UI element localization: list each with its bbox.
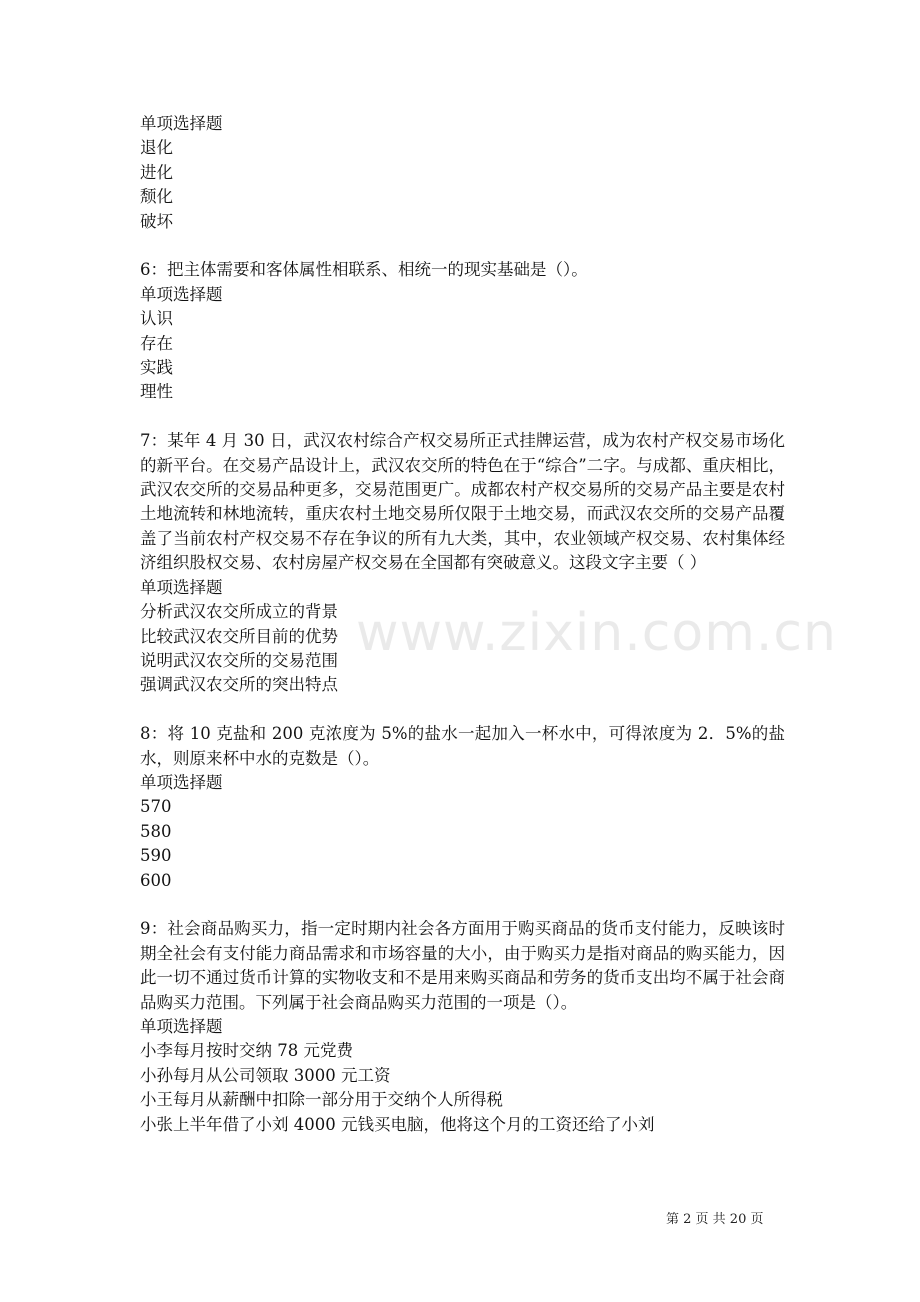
option: 600	[140, 870, 172, 890]
option: 570	[140, 797, 172, 817]
option: 破坏	[140, 211, 173, 231]
option: 小李每月按时交纳 78 元党费	[140, 1041, 353, 1061]
question-stem: 6：把主体需要和客体属性相联系、相统一的现实基础是（）。	[140, 260, 588, 280]
question-type: 单项选择题	[140, 772, 223, 792]
option: 理性	[140, 382, 173, 402]
question-stem: 9：社会商品购买力，指一定时期内社会各方面用于购买商品的货币支付能力，反映该时期全社会有支付能力商品需求和市场容量的大小，由于购买力是指对商品的购买能力，因此一切不通过货币计算的实物收支和不是用来购买商品和劳务的货币支出均不属于社会商品购买力范围。下列属于社会商品购买力范围的一项是（）。	[140, 919, 785, 1012]
option: 比较武汉农交所目前的优势	[140, 626, 338, 646]
question-8	[140, 722, 785, 893]
question-stem: 8：将 10 克盐和 200 克浓度为 5%的盐水一起加入一杯水中，可得浓度为 2．5%的盐水，则原来杯中水的克数是（）。	[140, 724, 785, 768]
option: 认识	[140, 309, 173, 329]
option: 进化	[140, 162, 173, 182]
question-stem: 7：某年 4 月 30 日，武汉农村综合产权交易所正式挂牌运营，成为农村产权交易市场化的新平台。在交易产品设计上，武汉农交所的特色在于“综合”二字。与成都、重庆相比，武汉农交所的交易品种更多，交易范围更广。成都农村产权交易所的交易产品主要是农村土地流转和林地流转，重庆农村土地交易所仅限于土地交易，而武汉农交所的交易产品覆盖了当前农村产权交易不存在争议的所有九大类，其中，农业领域产权交易、农村集体经济组织股权交易、农村房屋产权交易在全国都有突破意义。这段文字主要（ ）	[140, 431, 785, 573]
option: 颓化	[140, 187, 173, 207]
question-9	[140, 917, 785, 1137]
option: 小张上半年借了小刘 4000 元钱买电脑，他将这个月的工资还给了小刘	[140, 1114, 655, 1134]
option: 小王每月从薪酬中扣除一部分用于交纳个人所得税	[140, 1090, 503, 1110]
option: 小孙每月从公司领取 3000 元工资	[140, 1065, 391, 1085]
question-6	[140, 258, 785, 404]
option: 实践	[140, 358, 173, 378]
option: 分析武汉农交所成立的背景	[140, 602, 338, 622]
option: 590	[140, 846, 172, 866]
option: 强调武汉农交所的突出特点	[140, 675, 338, 695]
question-5-remainder	[140, 112, 785, 234]
option: 580	[140, 821, 172, 841]
question-type: 单项选择题	[140, 1016, 223, 1036]
page-number-footer: 第 2 页 共 20 页	[666, 1212, 764, 1227]
option: 说明武汉农交所的交易范围	[140, 650, 338, 670]
option: 退化	[140, 138, 173, 158]
watermark: www.zixin.com.cn	[356, 603, 837, 663]
question-type: 单项选择题	[140, 284, 223, 304]
option: 存在	[140, 333, 173, 353]
question-type: 单项选择题	[140, 577, 223, 597]
question-type: 单项选择题	[140, 114, 223, 133]
